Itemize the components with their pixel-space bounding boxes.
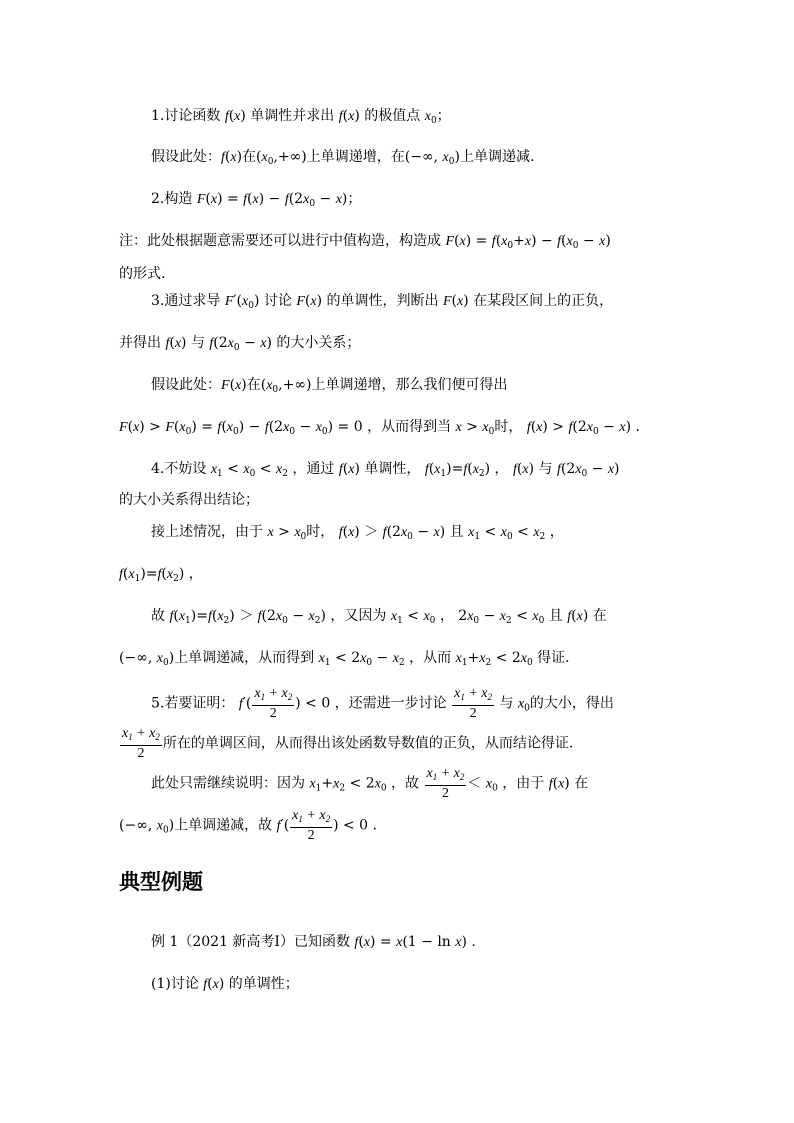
- step-1: 1.讨论函数 f(x) 单调性并求出 f(x) 的极值点 $x_0$；: [151, 108, 451, 126]
- step-5: 5.若要证明： f′( $\frac{x_1 + x_2}{2}$ ) < 0 ，还需进一步讨论 $\frac{x_1 + x_2}{2}$ 与 $x_0$的大小，得出: [151, 686, 614, 721]
- step-4: 4.不妨设 $x_1 < x_0 < x_2$ ，通过 f(x) 单调性， $f(x_1)=f(x_2)$ ， f(x) 与 $f(2x_0 - x)$: [151, 461, 620, 479]
- assumption-1: 假设此处：f(x)在$(x_0,+\infty)$上单调递增，在(−∞, $x_0$)上单调递减.: [151, 149, 535, 167]
- example-intro: 例 1（2021 新高考Ⅰ）已知函数 f(x) = x(1 − ln x) .: [151, 934, 476, 950]
- equality: $f(x_1)=f(x_2)$ ，: [119, 566, 203, 584]
- assumption-2: 假设此处：F(x)在$(x_0,+\infty)$上单调递增，那么我们便可得出: [151, 377, 508, 395]
- note-line-2: 的形式.: [119, 266, 166, 282]
- section-heading: 典型例题: [119, 870, 203, 894]
- step-3-cont: 并得出 f(x) 与 $f(2x_0 - x)$ 的大小关系；: [119, 335, 361, 353]
- step-3: 3.通过求导 $F'(x_0)$ 讨论 F(x) 的单调性，判断出 F(x) 在某段区间上的正负，: [151, 293, 614, 311]
- only-need-cont: (−∞, $x_0$)上单调递减，故 f′( $\frac{x_1 + x_2}{2}$ ) < 0 .: [119, 808, 377, 843]
- hence-cont: (−∞, $x_0$)上单调递减，从而得到 $x_1 < 2x_0 - x_2$ ，从而 $x_1+x_2 < 2x_0$ 得证.: [119, 650, 570, 668]
- step-2: 2.构造 $F(x) = f(x) - f(2x_0 - x)$；: [151, 191, 362, 209]
- note-line: 注：此处根据题意需要还可以进行中值构造，构造成 $F(x) = f(x_0+x) - f(x_0 - x)$: [119, 233, 611, 251]
- only-need: 此处只需继续说明：因为 $x_1+x_2 < 2x_0$ ，故 $\frac{x_1 + x_2}{2}$ ＜ $x_0$ ，由于 f(x) 在: [151, 766, 589, 801]
- hence: 故 $f(x_1)=f(x_2) > f(2x_0 - x_2)$ ，又因为 $x_1 < x_0$ ， $2x_0 - x_2 < x_0$ 且 f(x) 在: [151, 608, 607, 626]
- derivation: $F(x) > F(x_0) = f(x_0) - f(2x_0 - x_0) = 0$ ，从而得到当 $x > x_0$时， $f(x) > f(2x_0 - x)$ .: [119, 419, 640, 437]
- continuation: 接上述情况，由于 $x > x_0$时， $f(x) > f(2x_0 - x)$ 且 $x_1 < x_0 < x_2$ ，: [151, 524, 564, 542]
- step-4-cont: 的大小关系得出结论；: [119, 492, 259, 508]
- question-1: (1)讨论 f(x) 的单调性；: [151, 976, 299, 992]
- step-5-cont: $\frac{x_1 + x_2}{2}$ 所在的单调区间，从而得出该处函数导数值的正负，从而结论得证.: [122, 726, 574, 761]
